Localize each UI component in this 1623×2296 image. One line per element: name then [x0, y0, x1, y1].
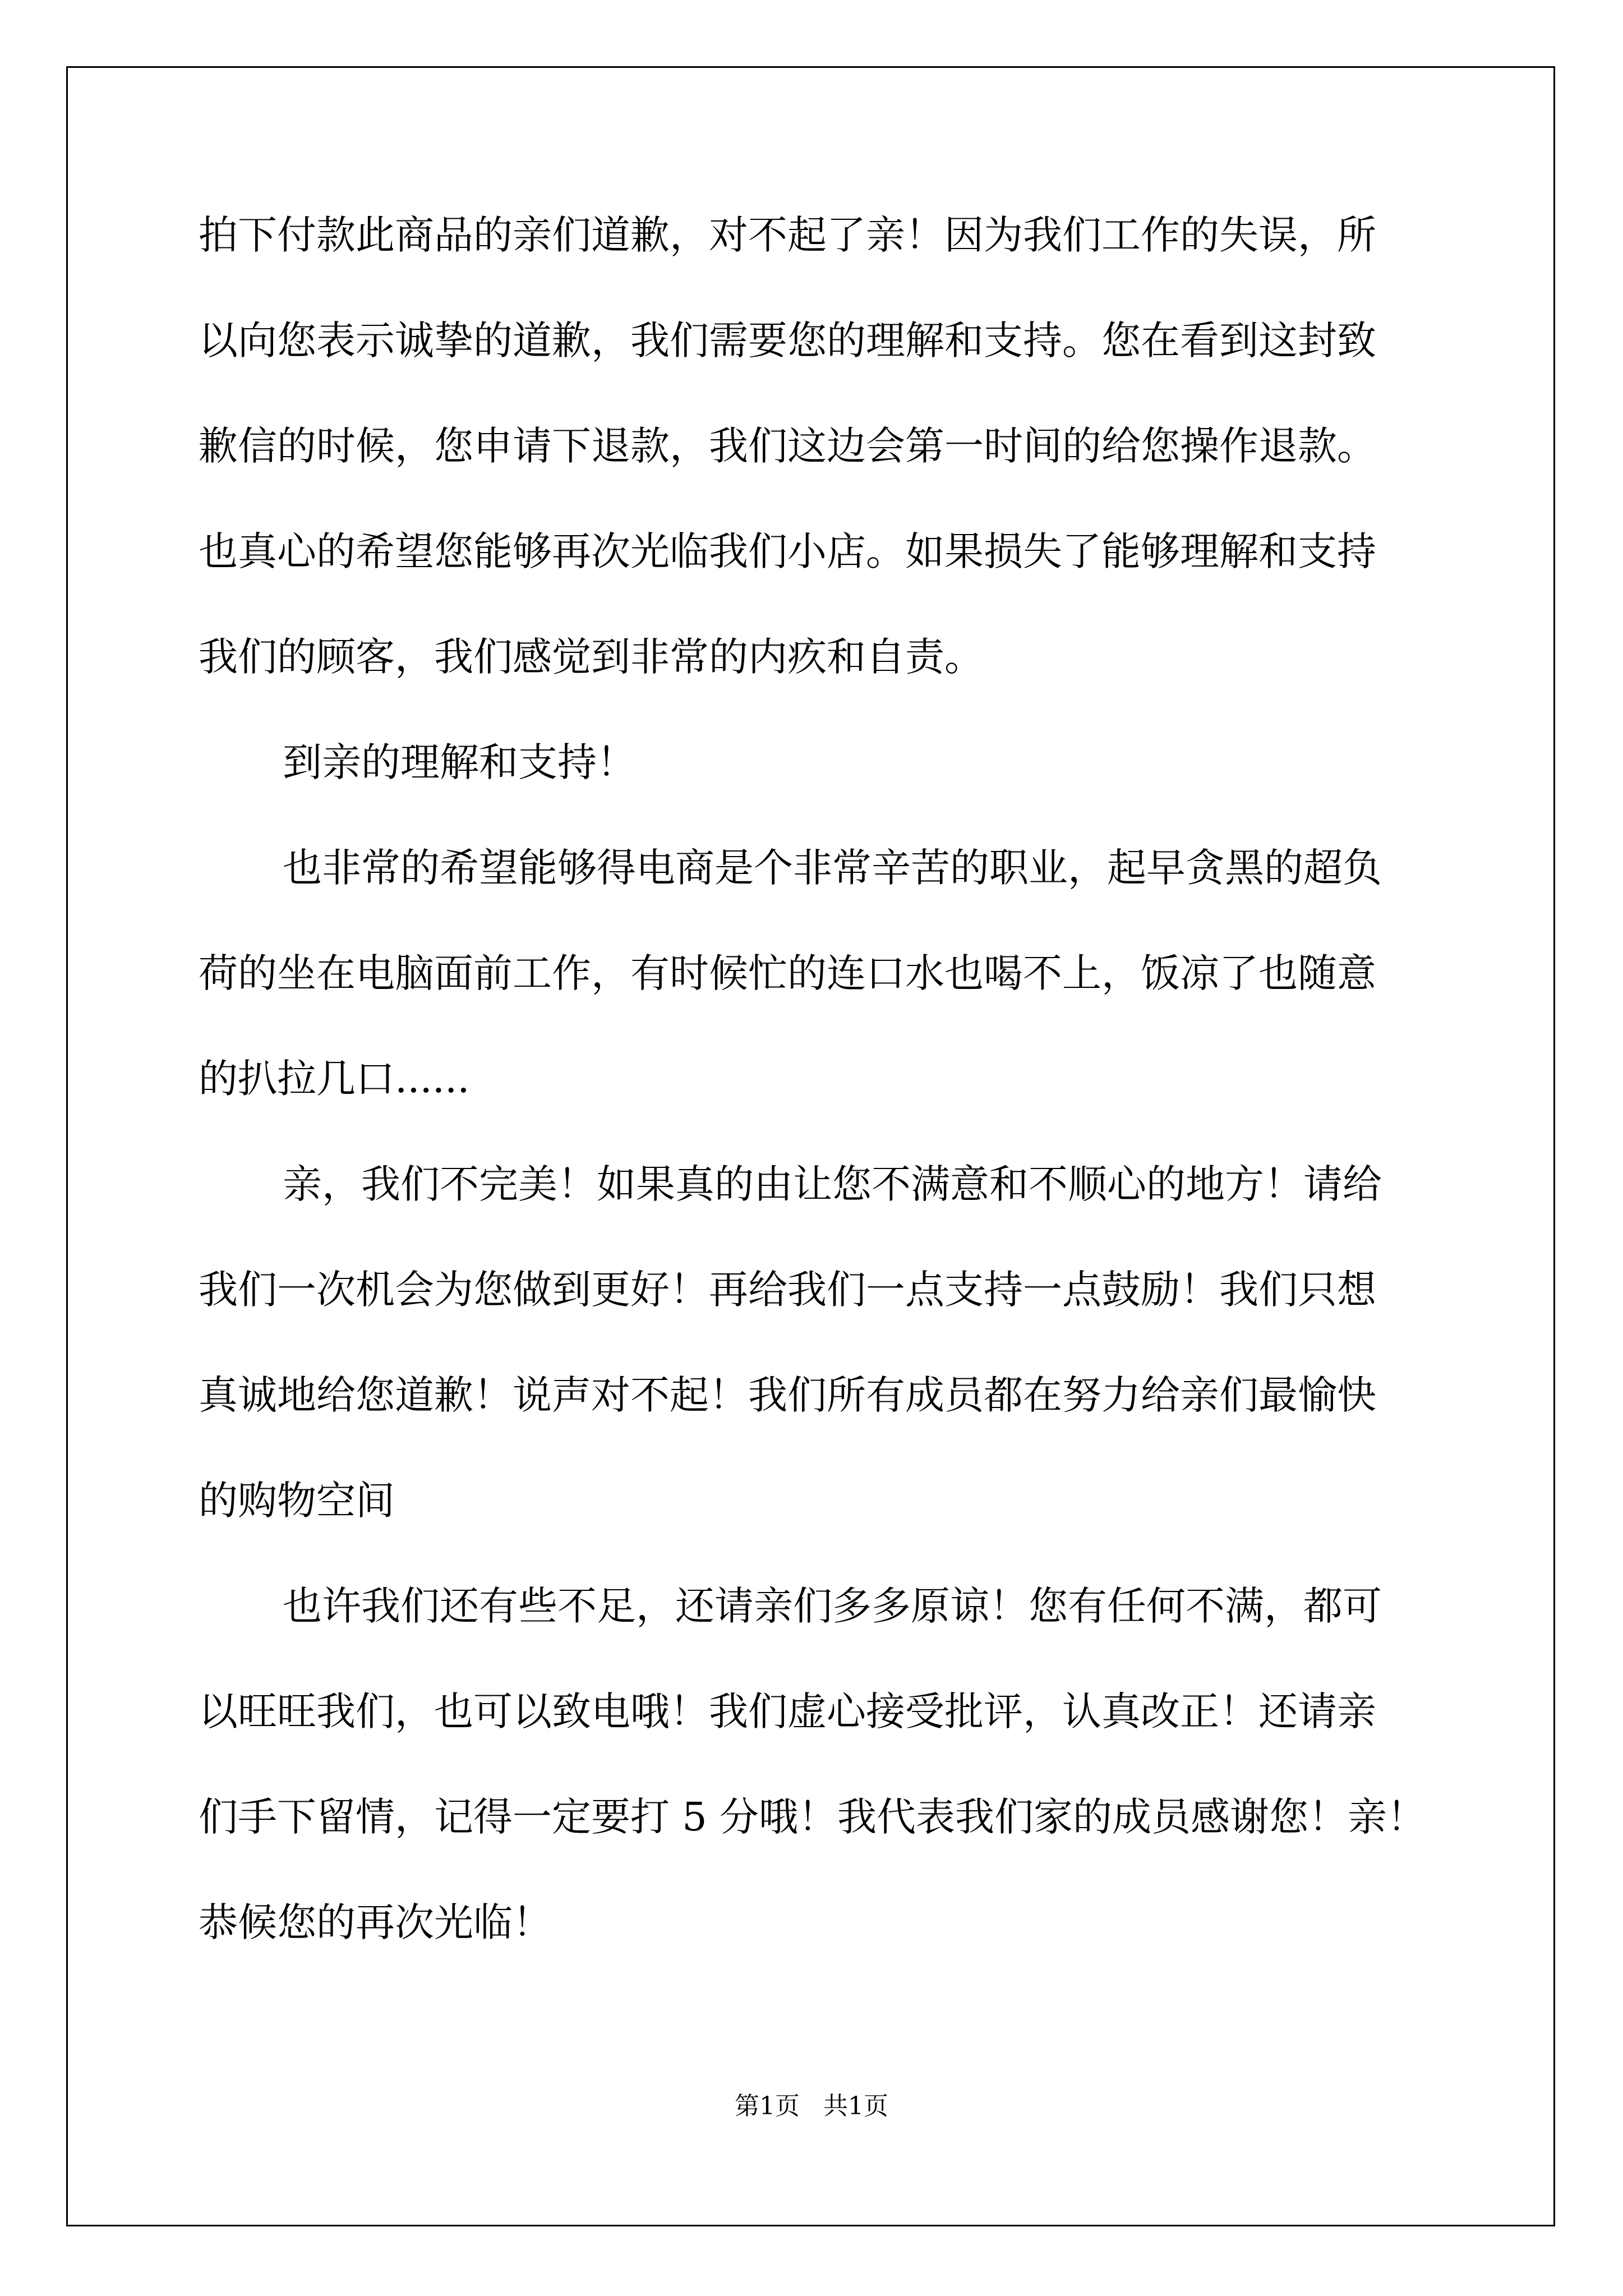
text-line: 恭候您的再次光临！ [199, 1899, 552, 1945]
text-line: 们手下留情，记得一定要打 5 分哦！我代表我们家的成员感谢您！亲！ [199, 1794, 1427, 1840]
text-line: 拍下付款此商品的亲们道歉，对不起了亲！因为我们工作的失误，所 [199, 212, 1376, 258]
document-body [199, 212, 1460, 2008]
text-line: 也许我们还有些不足，还请亲们多多原谅！您有任何不满，都可 [283, 1583, 1382, 1629]
text-line: 也真心的希望您能够再次光临我们小店。如果损失了能够理解和支持 [199, 528, 1376, 574]
paragraph [199, 1161, 1460, 1586]
text-line: 荷的坐在电脑面前工作，有时候忙的连口水也喝不上，饭凉了也随意 [199, 950, 1376, 996]
text-line: 歉信的时候，您申请下退款，我们这边会第一时间的给您操作退款。 [199, 423, 1376, 469]
text-line: 也非常的希望能够得电商是个非常辛苦的职业，起早贪黑的超负 [283, 845, 1382, 891]
paragraph [199, 212, 1460, 743]
text-line: 以向您表示诚挚的道歉，我们需要您的理解和支持。您在看到这封致 [199, 318, 1376, 364]
text-line: 的购物空间 [199, 1478, 395, 1524]
text-line: 真诚地给您道歉！说声对不起！我们所有成员都在努力给亲们最愉快 [199, 1372, 1376, 1418]
text-line: 我们一次机会为您做到更好！再给我们一点支持一点鼓励！我们只想 [199, 1267, 1376, 1313]
page-footer: 第1页 共1页 [735, 2092, 888, 2120]
text-line: 以旺旺我们，也可以致电哦！我们虚心接受批评，认真改正！还请亲 [199, 1688, 1376, 1734]
paragraph [199, 845, 1460, 1165]
paragraph [199, 1583, 1460, 2008]
text-line: 到亲的理解和支持！ [283, 739, 636, 785]
paragraph [199, 739, 1460, 848]
text-line: 的扒拉几口...... [199, 1056, 470, 1102]
text-line: 亲，我们不完美！如果真的由让您不满意和不顺心的地方！请给 [283, 1161, 1382, 1207]
text-line: 我们的顾客，我们感觉到非常的内疚和自责。 [199, 634, 984, 680]
